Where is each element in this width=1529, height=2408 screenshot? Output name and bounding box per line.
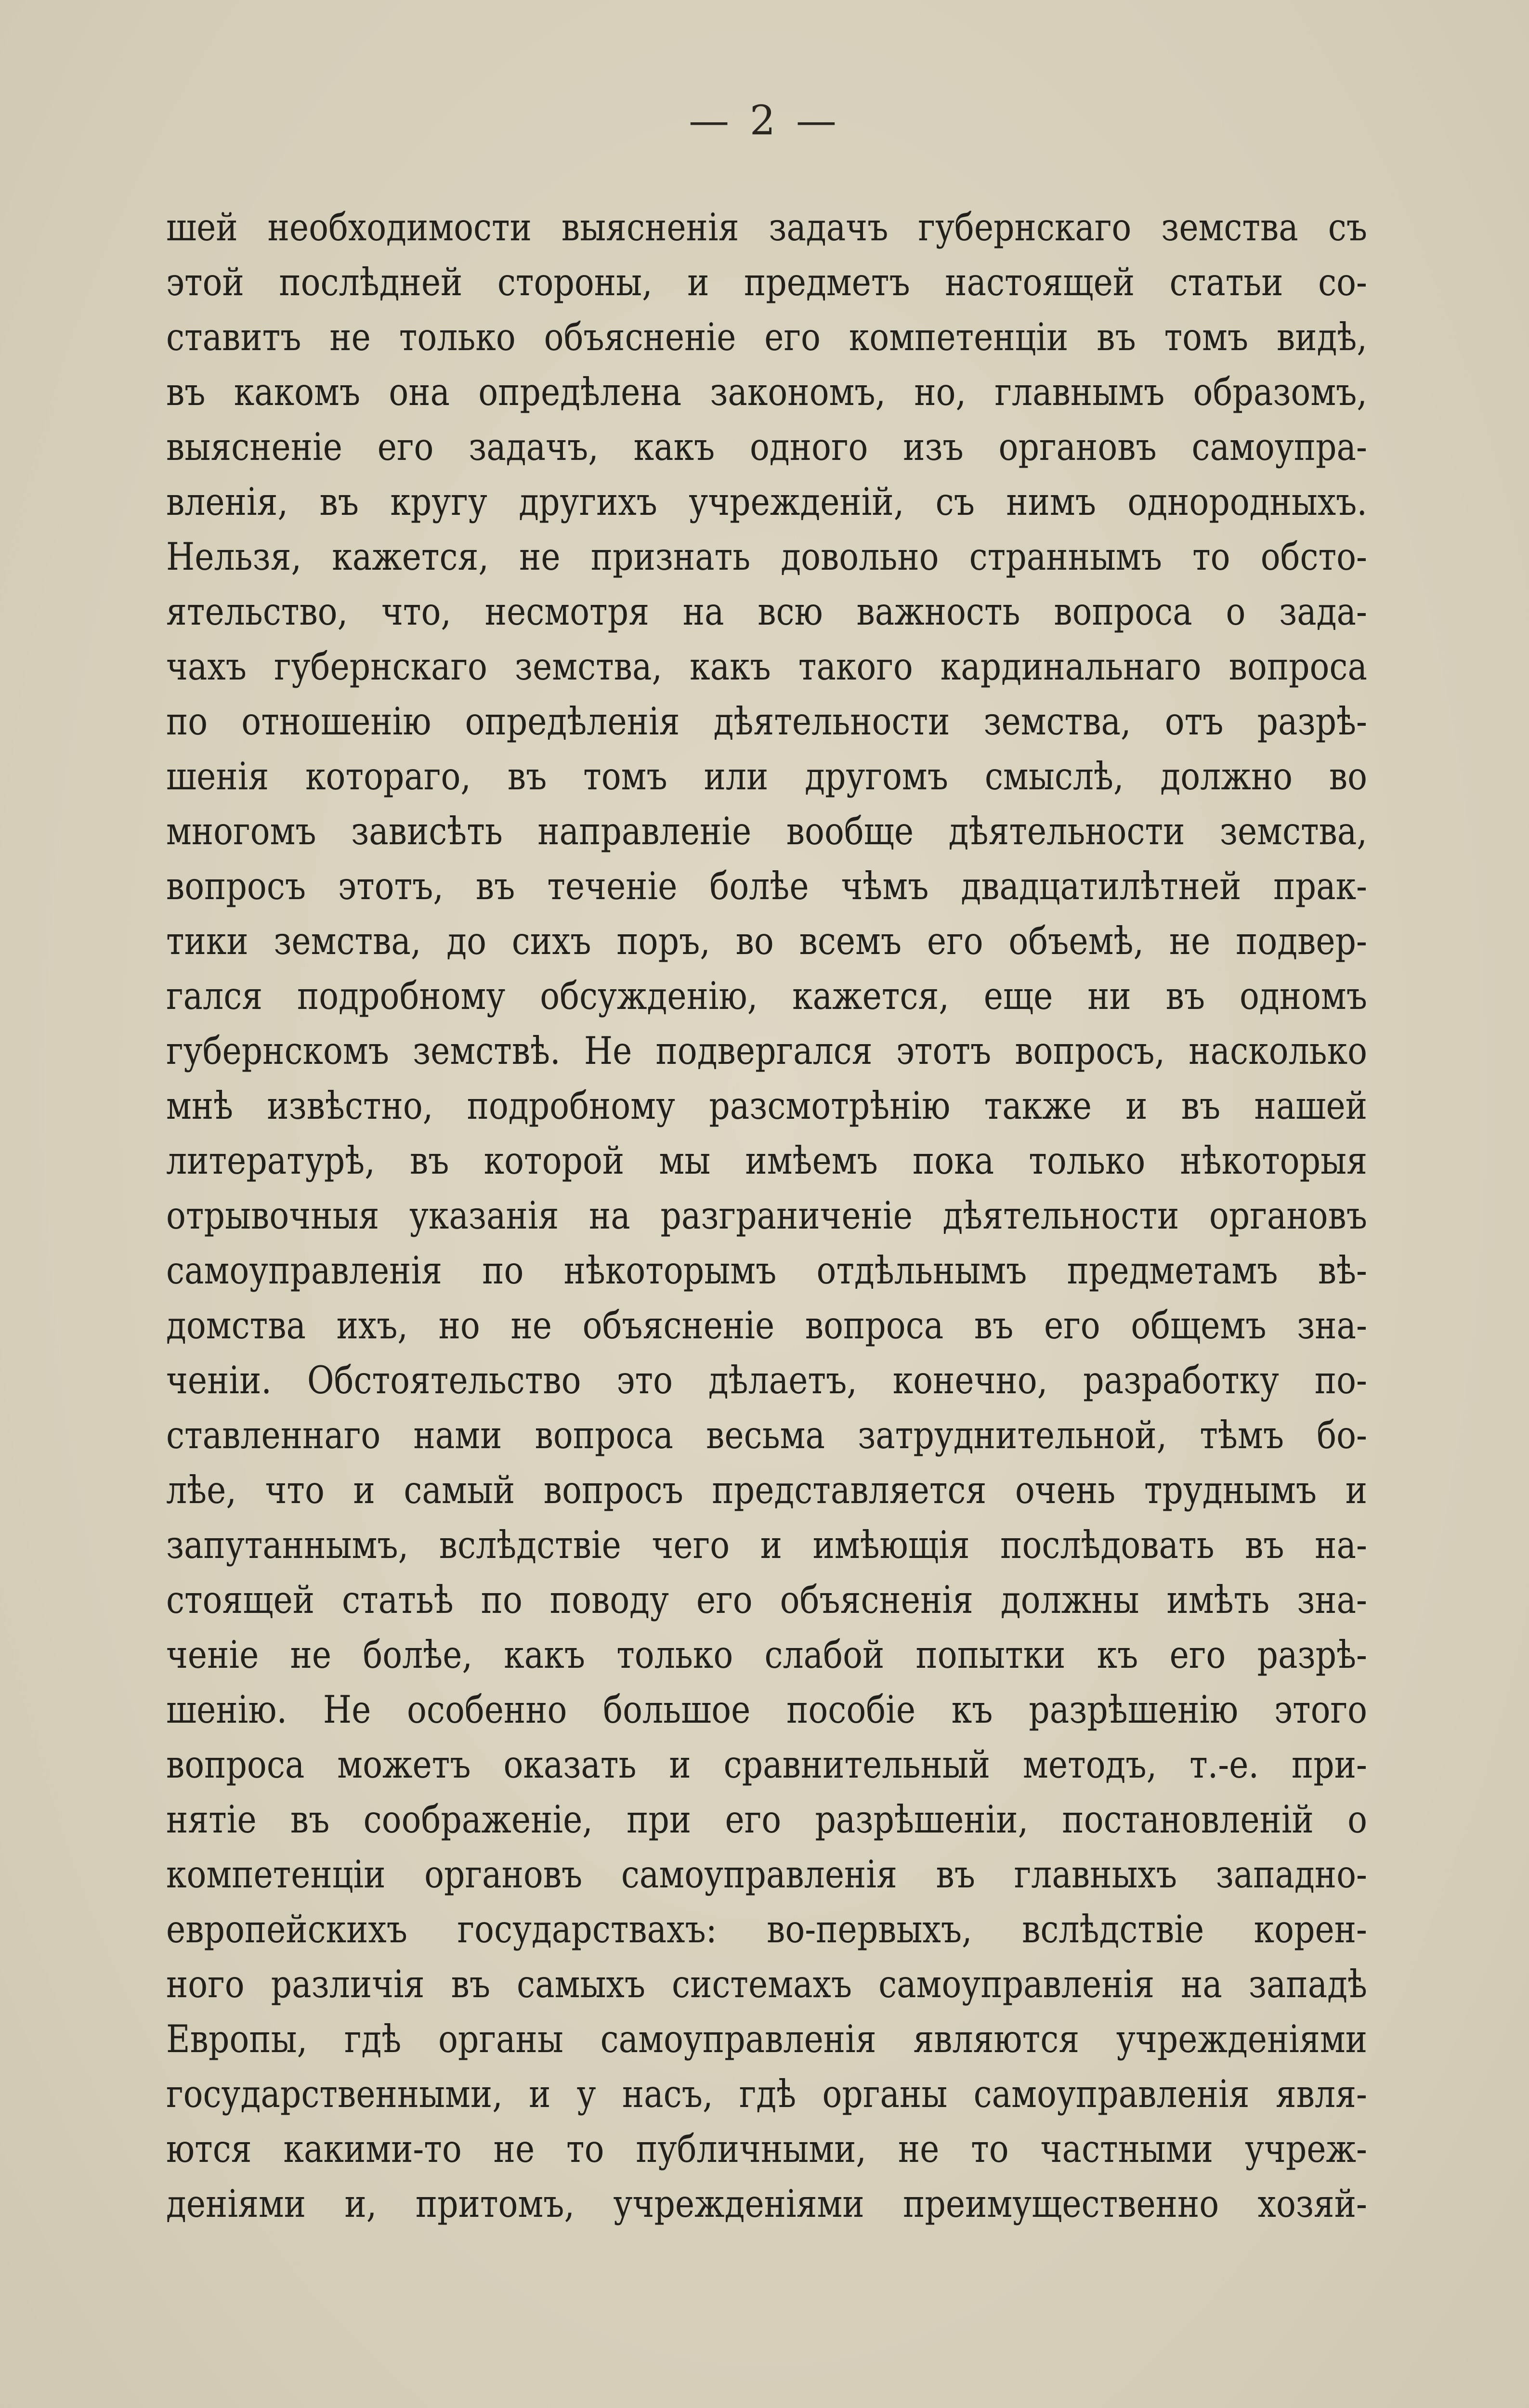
text-line: деніями и, притомъ, учрежденіями преимущественно хозяй- (166, 2182, 1367, 2226)
text-line: Европы, гдѣ органы самоуправленія являются учрежденіями (166, 2017, 1367, 2061)
text-line: гался подробному обсужденію, кажется, еще ни въ одномъ (166, 974, 1367, 1018)
text-line: ченіе не болѣе, какъ только слабой попытки къ его разрѣ- (166, 1633, 1367, 1677)
text-line: губернскомъ земствѣ. Не подвергался этотъ вопросъ, насколько (166, 1029, 1367, 1073)
text-line: вопросъ этотъ, въ теченіе болѣе чѣмъ двадцатилѣтней прак- (166, 864, 1367, 908)
text-line: стоящей статьѣ по поводу его объясненія должны имѣть зна- (166, 1578, 1367, 1622)
text-line: запутаннымъ, вслѣдствіе чего и имѣющія послѣдовать въ на- (166, 1523, 1367, 1567)
text-line: государственными, и у насъ, гдѣ органы самоуправленія явля- (166, 2072, 1367, 2116)
text-line: ставленнаго нами вопроса весьма затруднительной, тѣмъ бо- (166, 1413, 1367, 1457)
text-line: шей необходимости выясненія задачъ губернскаго земства съ (166, 205, 1367, 249)
text-line: нятіе въ соображеніе, при его разрѣшеніи, постановленій о (166, 1797, 1367, 1842)
text-line: ного различія въ самыхъ системахъ самоуправленія на западѣ (166, 1962, 1367, 2006)
text-line: лѣе, что и самый вопросъ представляется очень труднымъ и (166, 1468, 1367, 1512)
body-text (166, 200, 1368, 2231)
text-line: литературѣ, въ которой мы имѣемъ пока только нѣкоторыя (166, 1139, 1367, 1183)
text-line: этой послѣдней стороны, и предметъ настоящей статьи со- (166, 260, 1367, 304)
text-line: Нельзя, кажется, не признать довольно страннымъ то обсто- (166, 535, 1367, 579)
text-line: ятельство, что, несмотря на всю важность вопроса о зада- (166, 589, 1367, 634)
text-line: шенію. Не особенно большое пособіе къ разрѣшенію этого (166, 1688, 1367, 1732)
text-line: ченіи. Обстоятельство это дѣлаетъ, конечно, разработку по- (166, 1358, 1367, 1402)
text-line: выясненіе его задачъ, какъ одного изъ органовъ самоупра- (166, 425, 1367, 469)
text-line: чахъ губернскаго земства, какъ такого кардинальнаго вопроса (166, 644, 1367, 689)
text-line: шенія котораго, въ томъ или другомъ смыслѣ, должно во (166, 754, 1367, 798)
page-number: — 2 — (689, 97, 840, 144)
text-line: домства ихъ, но не объясненіе вопроса въ его общемъ зна- (166, 1303, 1367, 1348)
text-line: отрывочныя указанія на разграниченіе дѣятельности органовъ (166, 1193, 1367, 1238)
text-line: вопроса можетъ оказать и сравнительный методъ, т.-е. при- (166, 1742, 1367, 1787)
text-line: по отношенію опредѣленія дѣятельности земства, отъ разрѣ- (166, 699, 1367, 744)
text-line: самоуправленія по нѣкоторымъ отдѣльнымъ предметамъ вѣ- (166, 1248, 1367, 1293)
text-line: въ какомъ она опредѣлена закономъ, но, главнымъ образомъ, (166, 370, 1367, 414)
text-line: тики земства, до сихъ поръ, во всемъ его объемѣ, не подвер- (166, 919, 1367, 963)
text-line: европейскихъ государствахъ: во-первыхъ, вслѣдствіе корен- (166, 1907, 1367, 1951)
text-line: ются какими-то не то публичными, не то частными учреж- (166, 2127, 1367, 2171)
text-line: компетенціи органовъ самоуправленія въ главныхъ западно- (166, 1852, 1367, 1897)
text-line: мнѣ извѣстно, подробному разсмотрѣнію также и въ нашей (166, 1084, 1367, 1128)
text-line: многомъ зависѣть направленіе вообще дѣятельности земства, (166, 809, 1367, 853)
text-line: ставитъ не только объясненіе его компетенціи въ томъ видѣ, (166, 315, 1367, 359)
text-line: вленія, въ кругу другихъ учрежденій, съ нимъ однородныхъ. (166, 480, 1367, 524)
